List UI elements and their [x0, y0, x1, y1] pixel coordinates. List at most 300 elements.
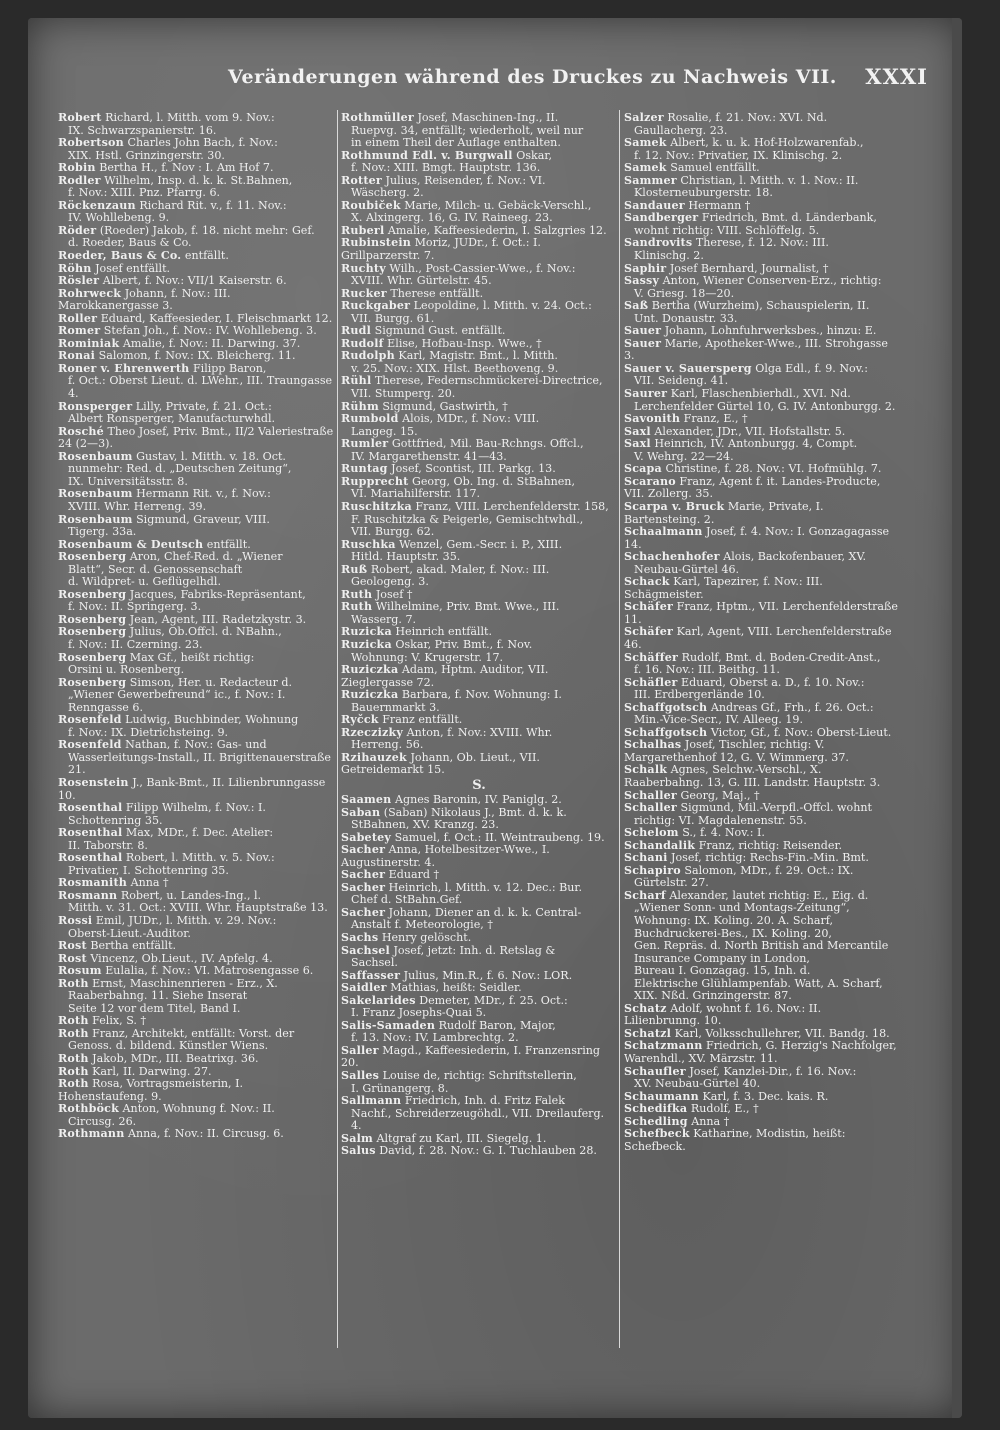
entry-text: Gaullacherg. 23. [634, 123, 728, 137]
entry-name: Scharf [624, 888, 666, 902]
entry-text: Bureau I. Gonzagag. 15, Inh. d. [634, 964, 811, 978]
entry-text: Josef, richtig: Rechs-Fin.-Min. Bmt. [671, 851, 869, 865]
entry-text: I. Grünangerg. 8. [351, 1081, 449, 1095]
entry-name: Rosenfeld [58, 738, 122, 752]
directory-entry [624, 576, 900, 601]
entry-name: Roeder, Baus & Co. [58, 249, 182, 263]
entry-text: v. 25. Nov.: XIX. Hlst. Beethoveng. 9. [351, 361, 559, 375]
entry-name: Rosum [58, 964, 102, 978]
entry-text: Hermann † [688, 198, 751, 212]
entry-name: Rzihauzek [341, 750, 407, 764]
entry-text: (Saban) Nikolaus J., Bmt. d. k. k. [383, 805, 567, 819]
entry-text: XIX. Nßd. Grinzingerstr. 87. [634, 989, 792, 1003]
entry-text: Alois, MDr., f. Nov.: VIII. [402, 412, 540, 426]
directory-entry [624, 112, 900, 137]
entry-name: Sandberger [624, 211, 699, 225]
directory-entry [624, 1003, 900, 1028]
directory-entry [58, 978, 334, 1016]
entry-text: in einem Theil der Auflage enthalten. [351, 136, 561, 150]
entry-text: Heinrich, IV. Antonburgg. 4, Compt. [654, 437, 858, 451]
entry-text: f. Nov.: XIII. Bmgt. Hauptstr. 136. [351, 161, 541, 175]
entry-text: Sigmund, Graveur, VIII. [136, 512, 270, 526]
entry-text: Heinrich, l. Mitth. v. 12. Dec.: Bur. [388, 880, 583, 894]
entry-text: Alois, Backofenbauer, XV. [723, 550, 867, 564]
entry-text: Alexander, JDr., VII. Hofstallstr. 5. [654, 424, 846, 438]
entry-text: Therese, Federnschmückerei-Directrice, [374, 374, 603, 388]
entry-text: nunmehr: Red. d. „Deutschen Zeitung“, [68, 462, 292, 476]
entry-text: Barbara, f. Nov. Wohnung: I. [401, 688, 562, 702]
entry-text: XVIII. Whr. Gürtelstr. 45. [351, 274, 492, 288]
entry-text: f. Nov.: XIII. Pnz. Pfarrg. 6. [68, 186, 221, 200]
directory-entry [341, 639, 617, 664]
directory-entry [624, 137, 900, 162]
entry-text: Franz entfällt. [382, 713, 463, 727]
entry-name: Salis-Samaden [341, 1018, 436, 1032]
entry-name: Ruchty [341, 261, 386, 275]
entry-text: Henry gelöscht. [381, 931, 472, 944]
directory-entry [341, 1145, 617, 1158]
directory-entry [58, 852, 334, 877]
entry-text: Elektrische Glühlampenfab. Watt, A. Scharf, [634, 976, 883, 990]
entry-text: Mitth. v. 31. Oct.: XVIII. Whr. Hauptstraße 13. [68, 901, 328, 915]
entry-text: Ruepvg. 34, entfällt; wiederholt, weil nur [351, 123, 584, 137]
entry-text: Bertha entfällt. [90, 939, 177, 953]
entry-name: Schedling [624, 1114, 688, 1128]
entry-text: f. Oct.: Oberst Lieut. d. LWehr., III. Traungasse 4. [68, 374, 333, 401]
entry-name: Rosenberg [58, 612, 127, 626]
entry-text: Altgraf zu Karl, III. Siegelg. 1. [376, 1131, 547, 1145]
entry-text: Olga Edl., f. 9. Nov.: [755, 361, 868, 375]
directory-entry [58, 112, 334, 137]
entry-name: Rumler [341, 437, 389, 451]
entry-name: Schalk [624, 763, 668, 777]
directory-entry [624, 764, 900, 789]
entry-text: Herreng. 56. [351, 738, 424, 752]
directory-entry [624, 702, 900, 727]
directory-entry [341, 112, 617, 150]
entry-name: Rosenbaum [58, 449, 133, 463]
entry-name: Rosenberg [58, 675, 127, 689]
entry-text: Johann, Lohnfuhrwerksbes., hinzu: E. [664, 324, 877, 338]
directory-entry [58, 488, 334, 513]
entry-text: Franz, Architekt, entfällt: Vorst. der [92, 1026, 295, 1040]
entry-text: Tigerg. 33a. [68, 525, 137, 539]
directory-entry [624, 739, 900, 764]
entry-name: Ronai [58, 349, 96, 363]
entry-name: Schaller [624, 788, 677, 802]
entry-text: Eulalia, f. Nov.: VI. Matrosengasse 6. [105, 964, 314, 978]
directory-entry [624, 1128, 900, 1153]
entry-text: XV. Neubau-Gürtel 40. [634, 1077, 761, 1091]
column-3 [624, 112, 900, 1153]
entry-text: Albert Ronsperger, Manufacturwhdl. [68, 412, 276, 426]
entry-text: Adam, Hptm. Auditor, VII. Zieglergasse 72. [341, 663, 549, 689]
entry-text: Lerchenfelder Gürtel 10, G. IV. Antonburgg. 2. [634, 399, 896, 413]
entry-name: Saidler [341, 981, 387, 995]
entry-name: Schelom [624, 826, 679, 840]
entry-text: Wäscherg. 2. [351, 186, 424, 200]
directory-entry [58, 137, 334, 162]
entry-text: Wenzel, Gem.-Secr. i. P., XIII. [399, 537, 563, 551]
directory-entry [341, 907, 617, 932]
entry-text: Rudolf Baron, Major, [438, 1018, 556, 1032]
entry-name: Rzeczizky [341, 725, 404, 739]
entry-name: Rucker [341, 286, 387, 300]
entry-text: IV. Wohllebeng. 9. [68, 211, 170, 225]
entry-text: Anna † [130, 876, 169, 890]
entry-text: Marie, Milch- u. Gebäck-Verschl., [404, 198, 592, 212]
entry-name: Schatz [624, 1001, 667, 1015]
entry-text: Therese entfällt. [390, 286, 484, 300]
entry-name: Rothmund Edl. v. Burgwall [341, 148, 513, 162]
entry-text: Wilhelmine, Priv. Bmt. Wwe., III. [375, 600, 560, 614]
page-title: Veränderungen während des Druckes zu Nachweis VII. [228, 66, 837, 88]
entry-name: Rosenberg [58, 625, 127, 639]
entry-text: Josef, Tischler, richtig: V. Margarethenhof 12, G. V. Wimmerg. 37. [624, 738, 849, 764]
directory-entry [341, 501, 617, 539]
entry-text: Anstalt f. Meteorologie, † [351, 918, 493, 932]
directory-entry [341, 564, 617, 589]
directory-entry [341, 995, 617, 1020]
entry-name: Roth [58, 1064, 89, 1078]
entry-text: Albert, f. Nov.: VII/1 Kaiserstr. 6. [102, 274, 287, 288]
entry-name: Romer [58, 324, 101, 338]
entry-text: StBahnen, XV. Kranzg. 23. [351, 818, 499, 832]
entry-text: Josef entfällt. [95, 261, 171, 275]
entry-text: Friedrich, Inh. d. Fritz Falek [404, 1094, 565, 1108]
entry-name: Schaffgotsch [624, 725, 708, 739]
entry-text: IV. Margarethenstr. 41—43. [351, 449, 507, 463]
column-1 [58, 112, 334, 1141]
entry-name: Rothmüller [341, 111, 414, 124]
page-header [28, 58, 962, 94]
entry-text: Neubau-Gürtel 46. [634, 562, 740, 576]
entry-text: V. Wehrg. 22—24. [634, 449, 734, 463]
entry-text: VII. Stumperg. 20. [351, 387, 456, 401]
entry-text: Gottfried, Mil. Bau-Rchngs. Offcl., [391, 437, 584, 451]
entry-name: Saamen [341, 792, 392, 806]
entry-text: Sigmund Gust. entfällt. [374, 324, 506, 338]
entry-text: Sigmund, Mil.-Verpfl.-Offcl. wohnt [680, 801, 872, 815]
directory-entry [624, 363, 900, 388]
entry-name: Ruziczka [341, 688, 399, 702]
entry-name: Rudolf [341, 336, 384, 350]
entry-name: Saban [341, 805, 381, 819]
entry-name: Rühm [341, 399, 379, 413]
entry-text: Therese, f. 12. Nov.: III. [695, 236, 829, 250]
directory-entry [624, 501, 900, 526]
directory-entry [341, 945, 617, 970]
entry-text: VII. Burgg. 62. [351, 525, 435, 539]
directory-entry [58, 401, 334, 426]
entry-text: Salomon, f. Nov.: IX. Bleicherg. 11. [98, 349, 296, 363]
entry-name: Ruschka [341, 537, 396, 551]
entry-text: Franz, richtig: Reisender. [698, 838, 843, 852]
directory-entry [624, 652, 900, 677]
entry-name: Sacher [341, 843, 386, 857]
section-heading: S. [472, 777, 486, 793]
entry-text: VII. Burgg. 61. [351, 311, 435, 325]
entry-name: Ruschitzka [341, 499, 412, 513]
entry-text: Josef, f. 4. Nov.: I. Gonzagagasse 14. [624, 525, 890, 551]
entry-text: Unt. Donaustr. 33. [634, 311, 738, 325]
entry-name: Schaller [624, 801, 677, 815]
entry-text: Klinischg. 2. [634, 249, 704, 263]
entry-text: Salomon, MDr., f. 29. Oct.: IX. [684, 863, 854, 877]
entry-text: Wilh., Post-Cassier-Wwe., f. Nov.: [389, 261, 576, 275]
entry-text: f. 13. Nov.: IV. Lambrechtg. 2. [351, 1031, 519, 1045]
entry-name: Rohrweck [58, 286, 122, 300]
entry-text: IX. Universitätsstr. 8. [68, 474, 188, 488]
entry-name: Sauer [624, 336, 662, 350]
entry-text: Charles John Bach, f. Nov.: [127, 136, 278, 150]
entry-name: Rühl [341, 374, 372, 388]
directory-entry [624, 275, 900, 300]
entry-name: Ryčck [341, 713, 379, 727]
entry-text: XIX. Hstl. Grinzingerstr. 30. [68, 148, 225, 162]
directory-entry [624, 438, 900, 463]
entry-name: Roth [58, 1077, 89, 1091]
entry-text: Georg, Ob. Ing. d. StBahnen, [411, 474, 575, 488]
entry-text: Langeg. 15. [351, 424, 418, 438]
entry-text: II. Taborstr. 8. [68, 838, 148, 852]
entry-text: Josef, Maschinen-Ing., II. [417, 111, 559, 124]
entry-text: Circusg. 26. [68, 1114, 137, 1128]
directory-entry [624, 526, 900, 551]
entry-name: Roth [58, 1014, 89, 1028]
directory-entry [624, 476, 900, 501]
entry-text: Emil, JUDr., l. Mitth. v. 29. Nov.: [95, 914, 277, 927]
entry-text: Robert, akad. Maler, f. Nov.: III. [370, 562, 550, 576]
entry-name: Scapa [624, 462, 662, 476]
entry-text: Bertha H., f. Nov : I. Am Hof 7. [99, 161, 274, 175]
entry-text: Blatt“, Secr. d. Genossenschaft [68, 562, 243, 576]
directory-entry [58, 677, 334, 715]
entry-text: Karl, f. 3. Dec. kais. R. [702, 1089, 829, 1103]
entry-name: Rosmann [58, 888, 118, 902]
entry-text: Buchdruckerei-Bes., IX. Koling. 20, [634, 926, 832, 940]
entry-name: Rosenbaum [58, 487, 133, 501]
entry-name: Robert [58, 111, 102, 124]
entry-text: Renngasse 6. [68, 700, 143, 714]
entry-text: Anton, Wohnung f. Nov.: II. [122, 1102, 275, 1116]
entry-text: Alexander, lautet richtig: E., Eig. d. [669, 888, 869, 902]
entry-text: Marie, Private, I. Bartensteing. 2. [624, 499, 824, 526]
directory-entry [341, 237, 617, 262]
entry-name: Röder [58, 223, 97, 237]
entry-name: Rost [58, 951, 87, 965]
entry-name: Roner v. Ehrenwerth [58, 361, 190, 375]
entry-text: Ludwig, Buchbinder, Wohnung [125, 713, 299, 727]
entry-name: Röhn [58, 261, 92, 275]
column-rule [337, 110, 338, 1348]
entry-name: Scarpa v. Bruck [624, 499, 725, 513]
entry-text: Filipp Baron, [192, 361, 267, 375]
entry-text: Anton, Wiener Conserven-Erz., richtig: [662, 274, 882, 288]
entry-name: Schani [624, 851, 668, 865]
entry-text: Oberst-Lieut.-Auditor. [68, 926, 191, 940]
entry-text: Max, MDr., f. Dec. Atelier: [125, 826, 274, 840]
entry-name: Salus [341, 1144, 376, 1158]
entry-text: Julius, Ob.Offcl. d. NBahn., [129, 625, 282, 639]
directory-entry [341, 375, 617, 400]
entry-name: Schefbeck [624, 1127, 690, 1141]
entry-name: Schaumann [624, 1089, 699, 1103]
directory-entry [341, 752, 617, 777]
entry-text: Josef, Kanzlei-Dir., f. 16. Nov.: [689, 1064, 857, 1078]
directory-entry [624, 677, 900, 702]
entry-text: „Wiener Sonn- und Montags-Zeitung“, [634, 901, 850, 915]
entry-name: Schäfer [624, 600, 674, 614]
entry-name: Rost [58, 939, 87, 953]
entry-name: Saller [341, 1043, 379, 1057]
entry-text: Chef d. StBahn.Gef. [351, 893, 463, 907]
entry-name: Robertson [58, 136, 124, 150]
entry-name: Ruberl [341, 223, 385, 237]
entry-name: Rosché [58, 424, 104, 438]
entry-text: Karl, Tapezirer, f. Nov.: III. Schägmeister. [624, 575, 823, 601]
entry-text: Oskar, Priv. Bmt., f. Nov. [395, 637, 533, 651]
entry-text: Marie, Apotheker-Wwe., III. Strohgasse 3. [624, 336, 888, 363]
entry-text: f. Nov.: IX. Dietrichsteing. 9. [68, 725, 229, 739]
entry-name: Samek [624, 136, 667, 150]
entry-text: Karl, Magistr. Bmt., l. Mitth. [398, 349, 558, 363]
directory-entry [58, 363, 334, 401]
entry-text: VI. Mariahilferstr. 117. [351, 487, 481, 501]
entry-text: Nachf., Schreiderzeugöhdl., VII. Dreilauferg. 4. [351, 1106, 605, 1133]
directory-entry [341, 1070, 617, 1095]
entry-name: Rosmanith [58, 876, 128, 890]
entry-text: Robert, l. Mitth. v. 5. Nov.: [125, 851, 275, 865]
entry-name: Schapiro [624, 863, 681, 877]
entry-text: Oskar, [516, 148, 552, 162]
directory-entry [58, 890, 334, 915]
entry-text: Hitld. Hauptstr. 35. [351, 550, 461, 564]
entry-name: Ruth [341, 587, 373, 601]
directory-entry [58, 915, 334, 940]
directory-entry [624, 865, 900, 890]
directory-entry [624, 601, 900, 626]
entry-text: (Roeder) Jakob, f. 18. nicht mehr: Gef. [99, 223, 315, 237]
entry-text: Albert, k. u. k. Hof-Holzwarenfab., [670, 136, 864, 150]
directory-entry [58, 551, 334, 589]
entry-text: Stefan Joh., f. Nov.: IV. Wohllebeng. 3. [103, 324, 317, 338]
entry-name: Rosenberg [58, 587, 127, 601]
entry-text: Rudolf, E., † [690, 1102, 759, 1116]
entry-text: Raaberbahng. 11. Siehe Inserat [68, 989, 248, 1003]
entry-text: Anna † [691, 1114, 730, 1128]
entry-name: Runtag [341, 462, 388, 476]
directory-entry [58, 288, 334, 313]
entry-name: Sammer [624, 173, 677, 187]
directory-entry [341, 601, 617, 626]
directory-entry [341, 807, 617, 832]
directory-entry [58, 225, 334, 250]
entry-name: Rosenbaum [58, 512, 133, 526]
entry-text: Gustav, l. Mitth. v. 18. Oct. [136, 449, 286, 463]
entry-name: Ruziczka [341, 663, 399, 677]
entry-text: Victor, Gf., f. Nov.: Oberst-Lieut. [710, 725, 892, 739]
directory-entry [624, 802, 900, 827]
entry-text: Agnes, Selchw.-Verschl., X. Raaberbahng. 13, G. III. Landstr. Hauptstr. 3. [624, 763, 881, 789]
entry-text: Eduard, Oberst a. D., f. 10. Nov.: [681, 675, 865, 689]
directory-entry [341, 539, 617, 564]
entry-text: Julius, Min.R., f. 6. Nov.: LOR. [403, 968, 573, 982]
column-rule [619, 110, 620, 1348]
entry-name: Scarano [624, 474, 676, 488]
entry-text: Bertha (Wurzheim), Schauspielerin, II. [651, 299, 870, 313]
page-number: XXXI [865, 64, 928, 89]
entry-text: Seite 12 vor dem Titel, Band I. [68, 1001, 241, 1015]
entry-text: David, f. 28. Nov.: G. I. Tuchlauben 28. [379, 1144, 597, 1158]
entry-name: Rosenthal [58, 801, 123, 815]
directory-entry [341, 664, 617, 689]
entry-text: Karl, Flaschenbierhdl., XVI. Nd. [670, 387, 851, 401]
entry-name: Ruth [341, 600, 373, 614]
entry-name: Rosenstein [58, 775, 129, 789]
entry-text: VII. Seideng. 41. [634, 374, 729, 388]
entry-text: Demeter, MDr., f. 25. Oct.: [419, 993, 568, 1007]
entry-name: Schack [624, 575, 670, 589]
directory-entry [341, 727, 617, 752]
entry-text: Gen. Repräs. d. North British and Mercantile Insurance Company in London, [634, 939, 889, 965]
entry-text: Agnes Baronin, IV. Paniglg. 2. [394, 792, 562, 806]
entry-name: Roller [58, 311, 98, 325]
entry-name: Rotter [341, 173, 382, 187]
directory-entry [341, 438, 617, 463]
directory-entry [58, 514, 334, 539]
entry-name: Sauer [624, 324, 662, 338]
entry-text: Josef Bernhard, Journalist, † [669, 261, 829, 275]
entry-name: Sacher [341, 905, 386, 919]
directory-entry [624, 890, 900, 1003]
entry-text: Samuel, f. Oct.: II. Weintraubeng. 19. [394, 830, 605, 844]
entry-name: Rumbold [341, 412, 399, 426]
directory-page [28, 18, 962, 1418]
directory-entry [341, 200, 617, 225]
entry-name: Rosenthal [58, 826, 123, 840]
entry-name: Rothmann [58, 1127, 125, 1141]
entry-text: V. Griesg. 18—20. [634, 286, 735, 300]
entry-text: Franz, Agent f. it. Landes-Producte, VII. Zollerg. 35. [624, 474, 881, 501]
entry-text: Andreas Gf., Frh., f. 26. Oct.: [710, 700, 874, 714]
entry-name: Sassy [624, 274, 660, 288]
entry-text: Louise de, richtig: Schriftstellerin, [382, 1069, 577, 1083]
entry-name: Sandrovits [624, 236, 693, 250]
directory-entry [58, 200, 334, 225]
directory-entry [58, 827, 334, 852]
entry-name: Ruß [341, 562, 368, 576]
entry-text: Karl, Volksschullehrer, VII. Bandg. 18. [674, 1026, 890, 1040]
entry-text: Orsini u. Rosenberg. [68, 663, 185, 677]
entry-text: Eduard † [388, 868, 440, 882]
entry-text: S., f. 4. Nov.: I. [682, 826, 765, 840]
entry-name: Ruckgaber [341, 299, 411, 313]
entry-name: Schaffgotsch [624, 700, 708, 714]
entry-text: Elise, Hofbau-Insp. Wwe., † [387, 336, 542, 350]
directory-entry [58, 1078, 334, 1103]
entry-name: Saphir [624, 261, 667, 275]
entry-text: Eduard, Kaffeesieder, I. Fleischmarkt 12. [100, 311, 333, 325]
entry-text: Amalie, Kaffeesiederin, I. Salzgries 12. [387, 223, 607, 237]
directory-entry [58, 1028, 334, 1053]
entry-name: Schandalik [624, 838, 696, 852]
entry-name: Saurer [624, 387, 668, 401]
directory-entry [624, 1066, 900, 1091]
entry-name: Rodler [58, 173, 101, 187]
entry-text: Franz, Hptm., VII. Lerchenfelderstraße 11. [624, 600, 898, 626]
entry-text: Nathan, f. Nov.: Gas- und [125, 738, 267, 752]
